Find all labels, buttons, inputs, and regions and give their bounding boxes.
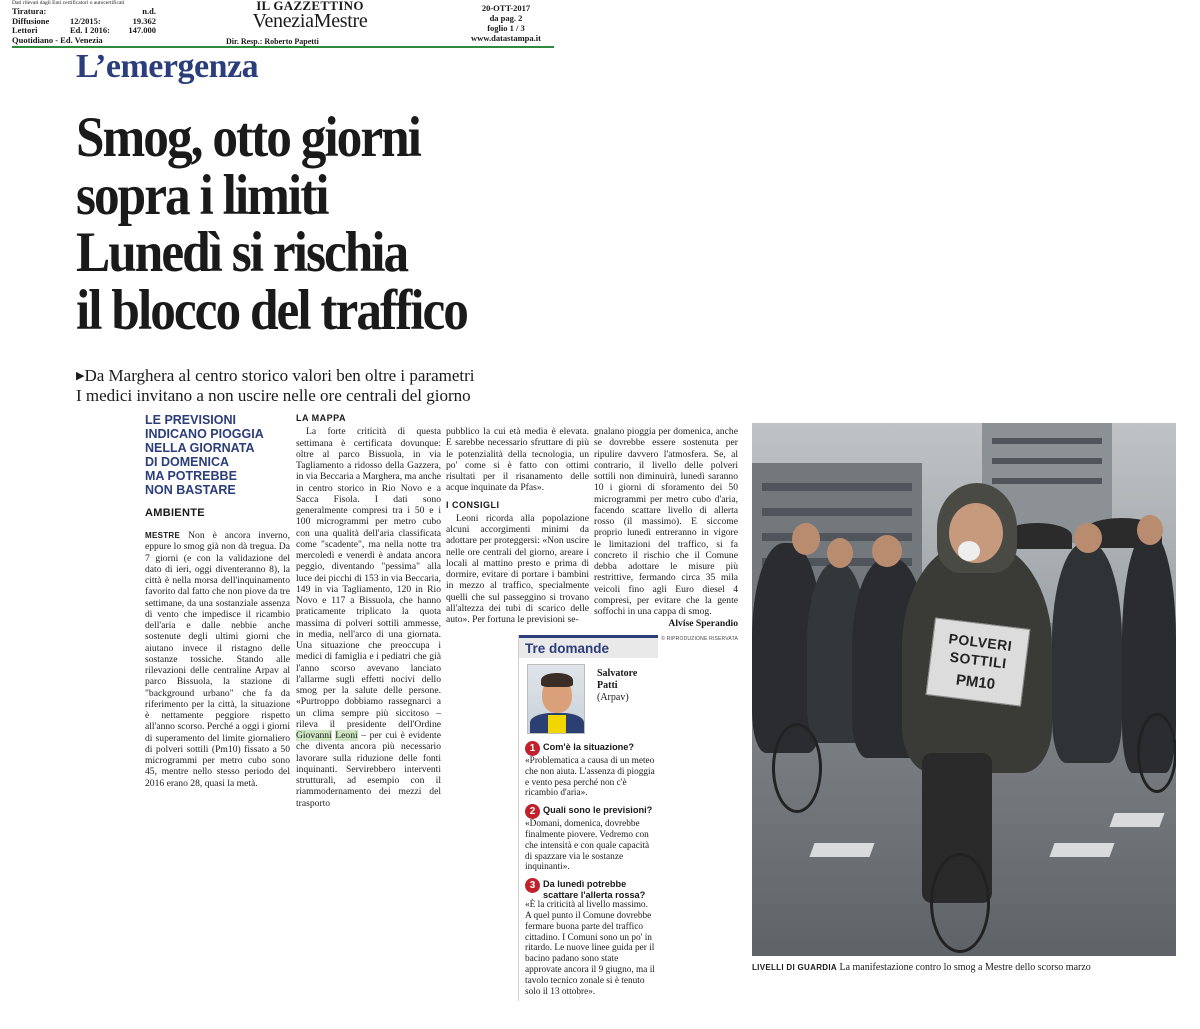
column-text: Leoni ricorda alla popolazione alcuni accorgimenti minimi da adottare per proteggersi: «Non uscire nelle ore centrali del giorno, areare i locali al mattino presto e prima di dormire, evitare di portare i bambini in mezzo al traffico, specialmente quelli che sul passeggino si trovano all'altezza dei tubi di scarico delle auto». Per fortuna le previsioni se-: [446, 512, 589, 625]
headline-line: Lunedì si rischia: [76, 221, 408, 284]
interviewee-role: (Arpav): [597, 692, 629, 703]
interview-box-title: Tre domande: [519, 635, 658, 658]
question-item: [525, 879, 655, 997]
masthead-edition: Quotidiano - Ed. Venezia: [12, 34, 103, 45]
question-item: [525, 742, 655, 799]
subhead-line: Da Marghera al centro storico valori ben oltre i parametri: [84, 366, 475, 385]
subheadline: [76, 366, 596, 406]
kicker-line: MA POTREBBE: [145, 469, 237, 483]
masthead-stats: [12, 0, 202, 45]
answer-text: «Problematica a causa di un meteo che non aiuta. L'assenza di pioggia e vento pesa perché non c'è ricambio d'aria».: [525, 756, 655, 799]
stat-sub: 12/2015:: [70, 15, 101, 26]
subhead-line: I medici invitano a non uscire nelle ore centrali del giorno: [76, 386, 471, 405]
article-column-1: [145, 530, 290, 789]
masthead-page: da pag. 2: [489, 13, 523, 23]
headline-line: il blocco del traffico: [76, 278, 467, 342]
stat-label: Diffusione: [12, 15, 50, 26]
column-text: pubblico la cui età media è elevata. E sarebbe necessario sfruttare di più le potenzialità della tecnologia, un po' come si è fatto con ottimi risultati per il risanamento delle acque inquinate da Pfas».: [446, 426, 589, 494]
stat-value: 147.000: [128, 25, 156, 35]
kicker-line: DI DOMENICA: [145, 455, 230, 469]
stat-label: Lettori: [12, 25, 38, 35]
sign-text: POLVERI: [947, 630, 1014, 654]
article-column-4: [594, 426, 738, 645]
section-subheading: I CONSIGLI: [446, 499, 500, 510]
photo-caption: [752, 962, 1182, 974]
masthead: [12, 0, 554, 48]
kicker-line: INDICANO PIOGGIA: [145, 427, 264, 441]
headline: [76, 106, 544, 342]
article-column-3: [446, 426, 589, 625]
masthead-sheet: foglio 1 / 3: [487, 23, 525, 33]
interviewee: [527, 664, 658, 736]
highlighted-name: Leoni: [335, 730, 358, 741]
paper-city: VeneziaMestre: [252, 10, 368, 32]
protest-sign: [926, 617, 1031, 706]
answer-text: «Domani, domenica, dovrebbe finalmente piovere. Vedremo con che intensità e con quale capacità di spazzare via le sostanze inquinanti».: [525, 819, 650, 873]
author-signature: Alvise Sperandio: [668, 618, 738, 630]
triangle-bullet-icon: ▶: [76, 370, 85, 382]
question-number-badge: 3: [525, 878, 540, 893]
headline-line: Smog, otto giorni: [76, 106, 420, 169]
headline-line: sopra i limiti: [76, 163, 328, 227]
article-column-2: [296, 413, 441, 809]
question-number-badge: 2: [525, 804, 540, 819]
kicker-line: NON BASTARE: [145, 483, 236, 497]
section-subheading: LA MAPPA: [296, 413, 346, 423]
section-title: L’emergenza: [76, 48, 259, 85]
topic-tag: AMBIENTE: [145, 507, 205, 519]
column-text: – per cui è evidente che diventa ancora più necessario lavorare sulla riduzione delle fonti inquinanti. Servirebbero interventi strutturali, ad esempio con il riammodernamento dei mezzi del trasporto: [296, 730, 441, 809]
masthead-site: www.datastampa.it: [471, 33, 541, 43]
column-text: Non è ancora inverno, eppure lo smog già non dà tregua. Da 7 giorni (e con la validazione del dato di ieri, oggi diventeranno 8), la città è nella morsa dell'inquinamento favorito dal fatto che non piove da tre settimane, da una sostanziale assenza di vento che impedisce il ricambio dell'aria e dalle nebbie anche sostenute degli ultimi giorni che aiutano invece il ristagno delle sostanze tossiche. Stando alle rilevazioni delle centraline Arpav al parco Bissuola, la stazione di "background urbano" che fa da riferimento per la città, la situazione è nettamente peggiore rispetto all'anno scorso. Perché a oggi i giorni di superamento del limite giornaliero di polveri sottili (Pm10) fissato a 50 microgrammi per metro cubo sono 45, mentre nello stesso periodo del 2016 erano 28, quasi la metà.: [145, 530, 290, 789]
stat-value: 19.362: [132, 15, 156, 26]
sign-text: PM10: [955, 671, 996, 694]
copyright-note: © RIPRODUZIONE RISERVATA: [661, 635, 738, 642]
masthead-note: Dati rilevati dagli Enti certificatori o autocertificati: [12, 0, 125, 6]
masthead-date: 20-OTT-2017: [481, 3, 531, 13]
answer-text: «È la criticità al livello massimo. A quel punto il Comune dovrebbe fermare buona parte del traffico cittadino. I Comuni sono un po' in ritardo. Le nuove linee guida per il bacino padano sono state approvate ancora il 9 giugno, ma il tavolo tecnico zonale si è tenuto solo il 13 ottobre».: [525, 900, 655, 997]
kicker-line: LE PREVISIONI: [145, 413, 236, 427]
caption-kicker: LIVELLI DI GUARDIA: [752, 963, 837, 972]
paper-name: IL GAZZETTINO: [256, 0, 364, 13]
question-number-badge: 1: [525, 741, 540, 756]
question-text: Com'è la situazione?: [543, 742, 635, 752]
kicker-line: NELLA GIORNATA: [145, 441, 255, 455]
masthead-meta: [456, 3, 556, 43]
masthead-director: Dir. Resp.: Roberto Papetti: [226, 37, 319, 46]
interviewee-name: Salvatore Patti: [597, 668, 638, 691]
newspaper-logo: [230, 0, 390, 31]
question-item: [525, 805, 655, 873]
question-text: Da lunedì potrebbe scattare l'allerta rossa?: [543, 879, 646, 900]
stat-sub: Ed. I 2016:: [70, 25, 110, 35]
protest-photo: [752, 423, 1176, 956]
highlighted-name: Giovanni: [296, 730, 332, 741]
dateline: MESTRE: [145, 531, 181, 540]
column-text: gnalano pioggia per domenica, anche se dovrebbe essere sostenuta per ripulire davvero l'atmosfera. Se, al contrario, il livello delle polveri sottili non diminuirà, lunedì saranno 10 i giorni di sforamento dei 50 microgrammi per metro cubo d'aria, facendo scattare livello di allerta rosso (il massimo). E siccome proprio lunedì entreranno in vigore le limitazioni del traffico, si fa concreto il rischio che il Comune debba adottare le misure più restrittive, fermando circa 35 mila veicoli fino agli Euro diesel 4 compresi, per evitare che la gente soffochi in una cappa di smog.: [594, 426, 738, 617]
interview-box: [518, 635, 658, 1001]
caption-text: La manifestazione contro lo smog a Mestre dello scorso marzo: [839, 962, 1091, 973]
question-text: Quali sono le previsioni?: [543, 805, 653, 816]
column-text: La forte criticità di questa settimana è certificata dovunque: oltre al parco Bissuola, in via Tagliamento a ridosso della Gazzera, in via Beccaria a Marghera, ma anche in centro storico in Rio Novo e a Sacca Fisola. I dati sono generalmente compresi tra i 50 e i 100 microgrammi per metro cubo con una qualità dell'aria classificata come "scadente", ma nella notte tra mercoledì e venerdì è andata ancora peggio, diventando "pessima" alla luce dei picchi di 153 in via Beccaria, 149 in via Tagliamento, 120 in Rio Novo e 117 a Bissuola, che hanno praticamente triplicato la quota massima di polveri sottili ammesse, in media, nell'arco di una giornata. Una situazione che preoccupa i medici di famiglia e i pediatri che già l'anno scorso avevano lanciato l'allarme sugli effetti nocivi dello smog per la salute delle persone. «Purtroppo dobbiamo rassegnarci a un clima sempre più siccitoso – rileva il presidente dell'Ordine: [296, 426, 441, 730]
sign-text: SOTTILI: [948, 648, 1008, 672]
stat-value: n.d.: [142, 6, 156, 16]
pull-kicker: [145, 413, 290, 497]
stat-label: Tiratura:: [12, 6, 47, 16]
portrait-photo: [527, 664, 585, 734]
